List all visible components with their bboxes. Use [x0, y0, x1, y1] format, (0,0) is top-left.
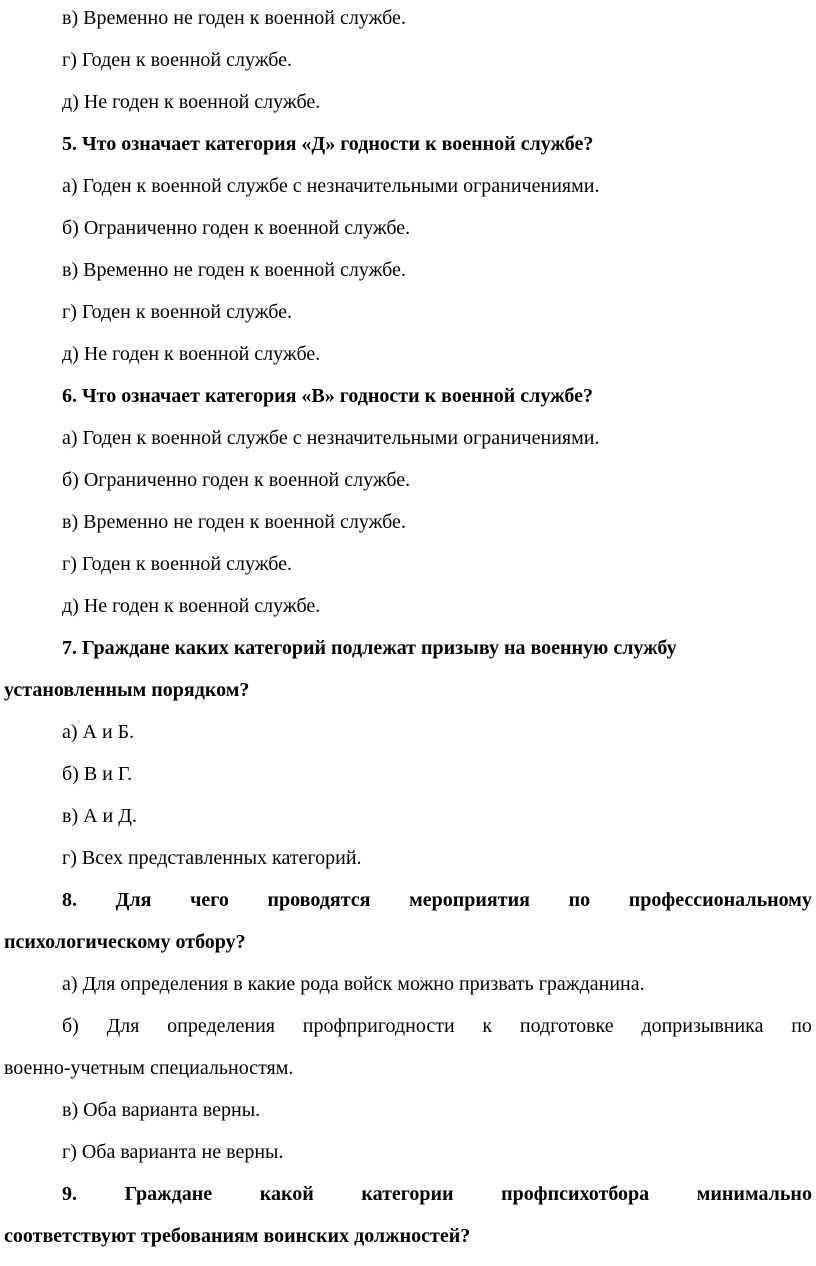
title-word: профессиональному: [628, 889, 812, 911]
option-word: по: [791, 1015, 812, 1037]
title-word: 9.: [62, 1183, 77, 1205]
title-word: мероприятия: [409, 889, 530, 911]
title-word: минимально: [696, 1183, 812, 1205]
question-8-option-v: в) Оба варианта верны.: [62, 1099, 261, 1121]
title-word: какой: [259, 1183, 314, 1205]
question-5-option-a: а) Годен к военной службе с незначительными ограничениями.: [62, 175, 600, 197]
question-8-title-line2: психологическому отбору?: [4, 931, 246, 953]
question-7-title-line2: установленным порядком?: [4, 679, 250, 701]
option-word: профпригодности: [302, 1015, 455, 1037]
question-7-option-b: б) В и Г.: [62, 763, 133, 785]
option-word: допризывника: [641, 1015, 764, 1037]
question-5-option-g: г) Годен к военной службе.: [62, 301, 293, 323]
question-9-title-line2: соответствуют требованиям воинских должностей?: [4, 1225, 471, 1247]
question-8-option-a: а) Для определения в какие рода войск можно призвать гражданина.: [62, 973, 645, 995]
question-5-title: 5. Что означает категория «Д» годности к военной службе?: [62, 133, 594, 155]
question-7-option-v: в) А и Д.: [62, 805, 137, 827]
title-word: категории: [361, 1183, 454, 1205]
title-word: Граждане: [124, 1183, 213, 1205]
question-5-option-d: д) Не годен к военной службе.: [62, 343, 321, 365]
title-word: чего: [190, 889, 229, 911]
question-8-option-b-line1: [62, 1014, 812, 1038]
option-word: к: [482, 1015, 493, 1037]
question-6-option-d: д) Не годен к военной службе.: [62, 595, 321, 617]
question-6-option-g: г) Годен к военной службе.: [62, 553, 293, 575]
question-6-title: 6. Что означает категория «В» годности к военной службе?: [62, 385, 593, 407]
question-6-option-v: в) Временно не годен к военной службе.: [62, 511, 406, 533]
option-word: определения: [167, 1015, 276, 1037]
question-5-option-b: б) Ограниченно годен к военной службе.: [62, 217, 411, 239]
title-word: проводятся: [267, 889, 371, 911]
question-6-option-b: б) Ограниченно годен к военной службе.: [62, 469, 411, 491]
title-word: по: [568, 889, 591, 911]
question-7-option-g: г) Всех представленных категорий.: [62, 847, 362, 869]
option-word: Для: [106, 1015, 140, 1037]
title-word: профпсихотбора: [501, 1183, 650, 1205]
title-word: 8.: [62, 889, 77, 911]
option-word: подготовке: [519, 1015, 614, 1037]
question-9-title-line1: [62, 1182, 812, 1206]
title-word: Для: [115, 889, 152, 911]
question-8-title-line1: [62, 888, 812, 912]
question-7-title-line1: 7. Граждане каких категорий подлежат призыву на военную службу: [62, 637, 677, 659]
question-8-option-b-line2: военно-учетным специальностям.: [4, 1057, 294, 1079]
option-d: д) Не годен к военной службе.: [62, 91, 321, 113]
option-word: б): [62, 1015, 79, 1037]
option-v: в) Временно не годен к военной службе.: [62, 7, 406, 29]
question-7-option-a: а) А и Б.: [62, 721, 135, 743]
question-5-option-v: в) Временно не годен к военной службе.: [62, 259, 406, 281]
question-6-option-a: а) Годен к военной службе с незначительными ограничениями.: [62, 427, 600, 449]
question-8-option-g: г) Оба варианта не верны.: [62, 1141, 284, 1163]
option-g: г) Годен к военной службе.: [62, 49, 293, 71]
